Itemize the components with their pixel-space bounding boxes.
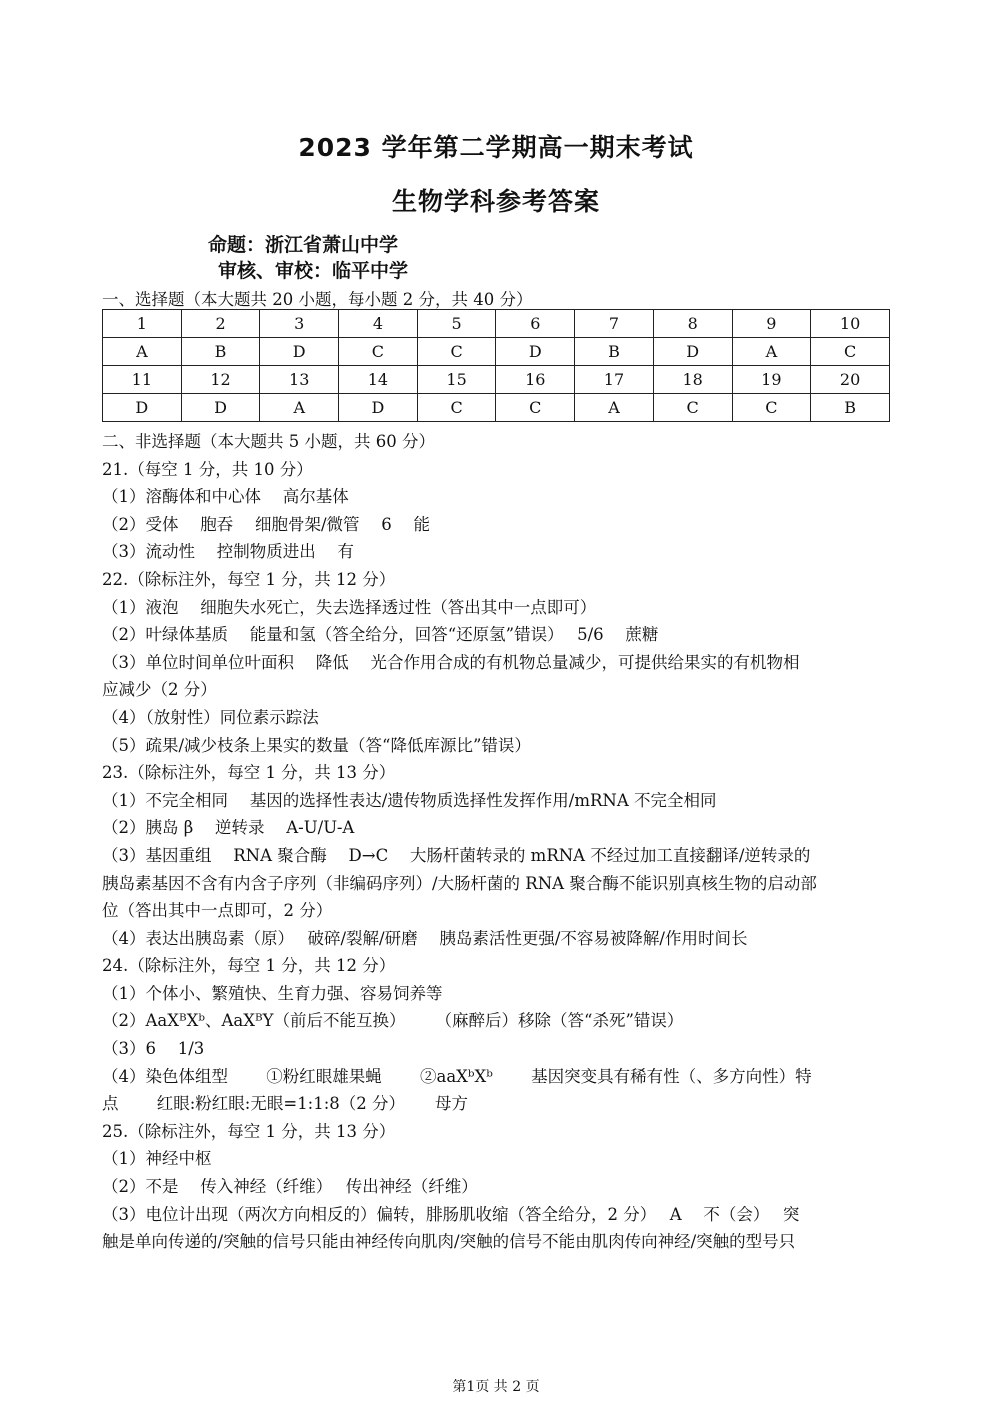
table-cell: B (181, 338, 260, 366)
table-cell: 10 (811, 310, 890, 338)
table-cell: 15 (417, 366, 496, 394)
text-line: （4）染色体组型 ①粉红眼雄果蝇 ②aaXᵇXᵇ 基因突变具有稀有性（、多方向性）特 (102, 1066, 812, 1086)
text-line: （4）（放射性）同位素示踪法 (102, 707, 319, 727)
text-line: 应减少（2 分） (102, 680, 217, 700)
table-cell: 17 (575, 366, 654, 394)
table-cell: 7 (575, 310, 654, 338)
table-cell: 12 (181, 366, 260, 394)
table-cell: C (653, 394, 732, 422)
table-cell: 16 (496, 366, 575, 394)
table-cell: C (732, 394, 811, 422)
text-line: （2）AaXᴮXᵇ、AaXᴮY（前后不能互换） （麻醉后）移除（答“杀死”错误） (102, 1011, 684, 1031)
table-cell: D (260, 338, 339, 366)
text-line: 胰岛素基因不含有内含子序列（非编码序列）/大肠杆菌的 RNA 聚合酶不能识别真核生物的启动部 (102, 873, 817, 893)
table-row (103, 338, 890, 366)
table-cell: D (103, 394, 182, 422)
text-line: 触是单向传递的/突触的信号只能由神经传向肌肉/突触的信号不能由肌肉传向神经/突触的型号只 (102, 1232, 796, 1252)
table-cell: C (417, 394, 496, 422)
table-cell: C (496, 394, 575, 422)
text-line: 位（答出其中一点即可，2 分） (102, 901, 333, 921)
table-cell: B (811, 394, 890, 422)
page-title: 2023 学年第二学期高一期末考试 (298, 133, 694, 162)
table-cell: D (181, 394, 260, 422)
text-line: 25.（除标注外，每空 1 分，共 13 分） (102, 1121, 396, 1141)
review-line: 审核、审校：临平中学 (218, 260, 409, 282)
table-cell: 13 (260, 366, 339, 394)
table-cell: 11 (103, 366, 182, 394)
table-cell: C (811, 338, 890, 366)
table-cell: A (103, 338, 182, 366)
table-cell: D (496, 338, 575, 366)
answer-body (102, 428, 892, 1256)
section-heading-choice: 一、选择题（本大题共 20 小题，每小题 2 分，共 40 分） (102, 290, 533, 309)
text-line: 二、非选择题（本大题共 5 小题，共 60 分） (102, 432, 435, 451)
text-line: （2）叶绿体基质 能量和氢（答全给分，回答“还原氢”错误） 5/6 蔗糖 (102, 625, 659, 645)
text-line: 点 红眼:粉红眼:无眼=1:1:8（2 分） 母方 (102, 1094, 469, 1114)
text-line: （1）液泡 细胞失水死亡，失去选择透过性（答出其中一点即可） (102, 597, 597, 617)
author-line: 命题：浙江省萧山中学 (208, 234, 399, 256)
text-line: （2）胰岛 β 逆转录 A-U/U-A (102, 818, 355, 838)
table-cell: C (339, 338, 418, 366)
table-cell: A (575, 394, 654, 422)
text-line: （3）电位计出现（两次方向相反的）偏转，腓肠肌收缩（答全给分，2 分） A 不（会） 突 (102, 1204, 800, 1224)
text-line: （2）不是 传入神经（纤维） 传出神经（纤维） (102, 1177, 478, 1197)
page-subtitle: 生物学科参考答案 (391, 187, 600, 216)
table-cell: B (575, 338, 654, 366)
text-line: （4）表达出胰岛素（原） 破碎/裂解/研磨 胰岛素活性更强/不容易被降解/作用时间长 (102, 928, 748, 948)
table-cell: C (417, 338, 496, 366)
text-line: （3）6 1/3 (102, 1039, 205, 1059)
text-line: 24.（除标注外，每空 1 分，共 12 分） (102, 956, 396, 976)
text-line: （3）基因重组 RNA 聚合酶 D→C 大肠杆菌转录的 mRNA 不经过加工直接翻译/逆转录的 (102, 845, 811, 865)
table-row (103, 366, 890, 394)
text-line: （1）不完全相同 基因的选择性表达/遗传物质选择性发挥作用/mRNA 不完全相同 (102, 790, 717, 810)
table-cell: D (339, 394, 418, 422)
table-cell: 20 (811, 366, 890, 394)
text-line: （1）个体小、繁殖快、生育力强、容易饲养等 (102, 983, 443, 1003)
table-cell: 1 (103, 310, 182, 338)
table-cell: D (653, 338, 732, 366)
text-line: （3）流动性 控制物质进出 有 (102, 542, 354, 562)
text-line: （2）受体 胞吞 细胞骨架/微管 6 能 (102, 514, 431, 534)
table-cell: A (732, 338, 811, 366)
table-cell: 14 (339, 366, 418, 394)
answer-table (102, 309, 890, 422)
table-cell: 6 (496, 310, 575, 338)
text-line: 21.（每空 1 分，共 10 分） (102, 459, 313, 479)
text-line: （1）溶酶体和中心体 高尔基体 (102, 487, 349, 507)
table-cell: 5 (417, 310, 496, 338)
table-cell: A (260, 394, 339, 422)
text-line: （5）疏果/减少枝条上果实的数量（答“降低库源比”错误） (102, 735, 531, 755)
table-row (103, 310, 890, 338)
text-line: （3）单位时间单位叶面积 降低 光合作用合成的有机物总量减少，可提供给果实的有机物相 (102, 652, 800, 672)
table-row (103, 394, 890, 422)
text-line: （1）神经中枢 (102, 1149, 212, 1169)
table-cell: 19 (732, 366, 811, 394)
table-cell: 9 (732, 310, 811, 338)
table-cell: 2 (181, 310, 260, 338)
text-line: 22.（除标注外，每空 1 分，共 12 分） (102, 569, 396, 589)
table-cell: 8 (653, 310, 732, 338)
table-cell: 18 (653, 366, 732, 394)
page-footer: 第1页 共 2 页 (452, 1379, 540, 1395)
text-line: 23.（除标注外，每空 1 分，共 13 分） (102, 763, 396, 783)
table-cell: 4 (339, 310, 418, 338)
table-cell: 3 (260, 310, 339, 338)
